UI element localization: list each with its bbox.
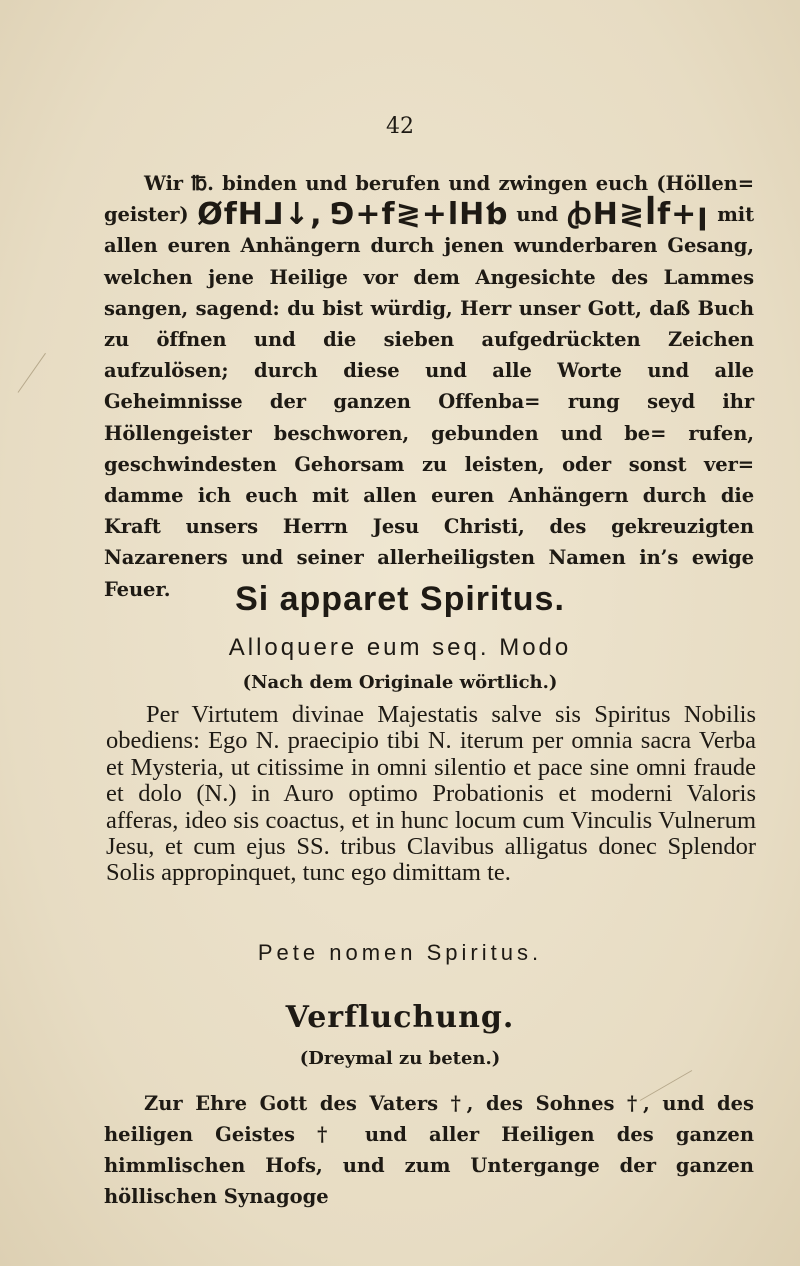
paragraph-curse: [104, 1088, 754, 1212]
paragraph-text-d: mit allen euren Anhängern durch jenen wunderbaren Gesang, welchen jene Heilige vor dem Angesichte des Lammes sangen, sagend: du bist würdig, Herr unser Gott, daß Buch zu öffnen und die sieben aufgedrückten Zeichen aufzulösen; durch diese und alle Worte und alle Geheimnisse der ganzen Offenba= rung seyd ihr Höllengeister beschworen, gebunden und be= rufen, geschwindesten Gehorsam zu leisten, oder sonst ver= damme ich euch mit allen euren Anhängern durch die Kraft unsers Herrn Jesu Christi, des gekreuzigten Nazareners und seiner allerheiligsten Namen in’s ewige Feuer.: [104, 203, 754, 601]
paragraph-text-start: Wir: [144, 172, 192, 195]
pencil-mark: [18, 353, 46, 393]
page-number: 42: [386, 114, 414, 139]
paragraph-text-a: binden und berufen und zwingen euch (Höllen= geister): [104, 172, 754, 227]
section-heading-verfluchung: Verfluchung.: [285, 1000, 515, 1035]
magic-symbol-3: ꞗH≷ꟾf+ꞁ: [566, 197, 709, 233]
section-heading-si-apparet: Si apparet Spiritus.: [235, 580, 565, 618]
abbreviation-mark: ℔.: [191, 172, 214, 195]
note-dreymal-zu-beten: (Dreymal zu beten.): [299, 1048, 501, 1069]
instruction-alloquere: Alloquere eum seq. Modo: [228, 634, 572, 661]
paragraph-text-b: [323, 203, 332, 226]
instruction-pete-nomen: Pete nomen Spiritus.: [257, 940, 543, 965]
magic-symbol-1: ØfH⅃↓,: [197, 197, 323, 233]
note-nach-dem-originale: (Nach dem Originale wörtlich.): [242, 672, 558, 693]
latin-paragraph-text: Per Virtutem divinae Majestatis salve sis Spiritus Nobilis obediens: Ego N. praecipio tibi N. iterum per omnia sacra Verba et Mysteria, ut citissime in omni silentio et pace sine omni fraude et dolo (N.) in Auro optimo Probationis et moderni Valoris afferas, ideo sis coactus, et in hunc locum cum Vinculis Vulnerum Jesu, et cum ejus SS. tribus Clavibus alligatus donec Splendor Solis appropinquet, tunc ego dimittam te.: [106, 701, 756, 887]
paragraph-binding-spirits: [104, 168, 754, 605]
paragraph-text-c: und: [507, 203, 567, 227]
paragraph-curse-text: Zur Ehre Gott des Vaters †, des Sohnes †, und des heiligen Geistes † und aller Heiligen des ganzen himmlischen Hofs, und zum Untergange der ganzen höllischen Synagoge: [104, 1092, 754, 1208]
latin-paragraph: [106, 702, 756, 887]
magic-symbol-2: ⅁+f≷+ⅼHƅ: [331, 197, 508, 233]
